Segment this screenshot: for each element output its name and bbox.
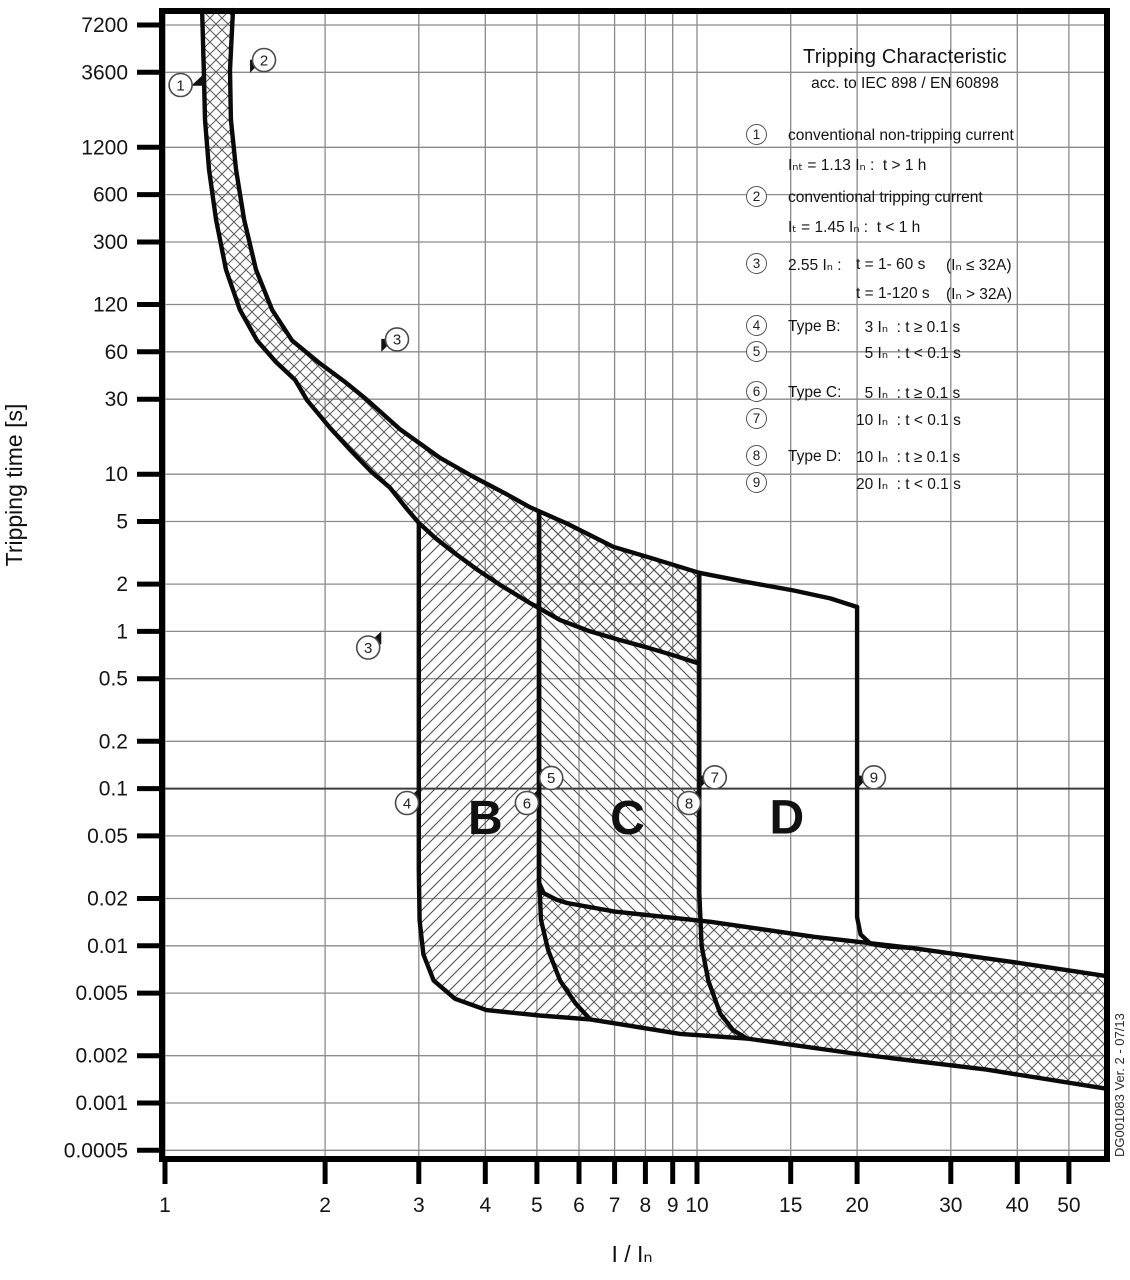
- legend-text: Type C:: [788, 384, 842, 401]
- marker-number-4: 4: [402, 795, 412, 813]
- y-tick-label: 0.001: [75, 1092, 128, 1115]
- hatched-regions-layer: [202, 10, 1107, 1089]
- y-tick-label: 2: [116, 573, 128, 597]
- marker-number-6: 6: [522, 795, 532, 813]
- legend-text: 20 Iₙ : t < 0.1 s: [856, 476, 961, 493]
- x-tick-label: 50: [1057, 1194, 1081, 1217]
- y-tick-label: 1200: [81, 136, 128, 160]
- y-tick-label: 0.5: [98, 667, 128, 691]
- legend-text: 10 Iₙ : t < 0.1 s: [856, 412, 961, 429]
- y-tick-label: 0.01: [87, 934, 128, 958]
- legend-item-number-8: 8: [746, 445, 767, 466]
- marker-number-1: 1: [176, 77, 185, 95]
- region-label-D: D: [769, 791, 805, 845]
- legend-item-number-4: 4: [746, 315, 767, 336]
- x-tick-label: 4: [479, 1194, 492, 1217]
- legend-text: 3 Iₙ : t ≥ 0.1 s: [856, 319, 961, 336]
- marker-number-5: 5: [547, 770, 556, 788]
- x-tick-label: 5: [531, 1194, 543, 1217]
- x-tick-label: 2: [319, 1194, 331, 1217]
- legend-text: 5 Iₙ : t ≥ 0.1 s: [856, 385, 961, 402]
- x-tick-label: 40: [1005, 1194, 1029, 1217]
- x-tick-label: 30: [939, 1194, 963, 1217]
- legend-text: t = 1- 60 s: [856, 256, 926, 273]
- legend-text: conventional tripping current: [788, 189, 983, 206]
- y-tick-label: 0.1: [98, 777, 128, 801]
- legend-text: Iₜ = 1.45 Iₙ : t < 1 h: [788, 219, 921, 236]
- marker-number-3: 3: [364, 639, 373, 657]
- x-tick-label: 9: [666, 1194, 679, 1217]
- document-version-note: DG001083 Ver. 2 - 07/13: [1112, 1013, 1127, 1157]
- y-tick-label: 3600: [81, 61, 128, 85]
- x-tick-label: 10: [685, 1194, 709, 1217]
- x-tick-label: 15: [779, 1194, 803, 1217]
- x-tick-label: 7: [608, 1194, 621, 1217]
- legend-subtitle: acc. to IEC 898 / EN 60898: [811, 75, 999, 92]
- marker-number-8: 8: [684, 795, 694, 813]
- legend-title: Tripping Characteristic: [803, 46, 1007, 68]
- y-tick-label: 5: [116, 510, 128, 534]
- legend-item-number-5: 5: [746, 341, 767, 362]
- y-tick-label: 10: [104, 463, 128, 487]
- legend-text: 10 Iₙ : t ≥ 0.1 s: [856, 449, 961, 466]
- y-tick-label: 60: [104, 340, 128, 364]
- marker-number-9: 9: [869, 769, 879, 787]
- x-tick-label: 3: [412, 1194, 425, 1217]
- legend-text: conventional non-tripping current: [788, 127, 1014, 144]
- legend-item-number-1: 1: [746, 124, 767, 145]
- legend-item-number-7: 7: [746, 408, 767, 429]
- x-tick-label: 6: [573, 1194, 585, 1217]
- legend-item-number-3: 3: [746, 253, 767, 274]
- y-tick-label: 0.002: [75, 1044, 128, 1068]
- legend-text: (Iₙ > 32A): [946, 286, 1013, 303]
- x-tick-label: 8: [639, 1194, 652, 1217]
- legend-item-number-2: 2: [746, 186, 767, 207]
- y-tick-label: 0.02: [87, 887, 128, 911]
- legend-text: 5 Iₙ : t < 0.1 s: [856, 345, 961, 362]
- y-tick-label: 30: [104, 388, 128, 412]
- legend-text: 2.55 Iₙ :: [788, 257, 842, 274]
- region-type-C: [539, 512, 702, 920]
- legend-item-number-9: 9: [746, 472, 767, 493]
- y-tick-label: 1: [116, 620, 128, 644]
- x-tick-label: 20: [845, 1194, 869, 1217]
- legend-text: Type B:: [788, 318, 841, 335]
- y-tick-label: 600: [92, 183, 128, 207]
- y-tick-label: 120: [92, 293, 128, 317]
- y-axis-title: Tripping time [s]: [1, 403, 27, 567]
- legend-text: Type D:: [788, 448, 842, 465]
- y-tick-label: 0.0005: [63, 1139, 128, 1163]
- legend-text: (Iₙ ≤ 32A): [946, 257, 1012, 274]
- y-tick-label: 0.2: [98, 730, 128, 754]
- y-tick-label: 300: [92, 231, 128, 254]
- y-tick-label: 7200: [81, 14, 128, 37]
- marker-number-7: 7: [710, 769, 719, 787]
- y-tick-label: 0.005: [75, 982, 128, 1006]
- x-tick-label: 1: [159, 1194, 171, 1217]
- marker-number-3: 3: [392, 331, 402, 349]
- legend-text: Iₙₜ = 1.13 Iₙ : t > 1 h: [788, 157, 927, 174]
- y-tick-label: 0.05: [87, 824, 128, 848]
- region-label-B: B: [467, 791, 503, 845]
- legend-text: t = 1-120 s: [856, 285, 930, 302]
- legend-item-number-6: 6: [746, 381, 767, 402]
- x-axis-title: I / Iₙ: [611, 1241, 653, 1267]
- region-label-C: C: [610, 791, 645, 845]
- marker-number-2: 2: [259, 52, 269, 70]
